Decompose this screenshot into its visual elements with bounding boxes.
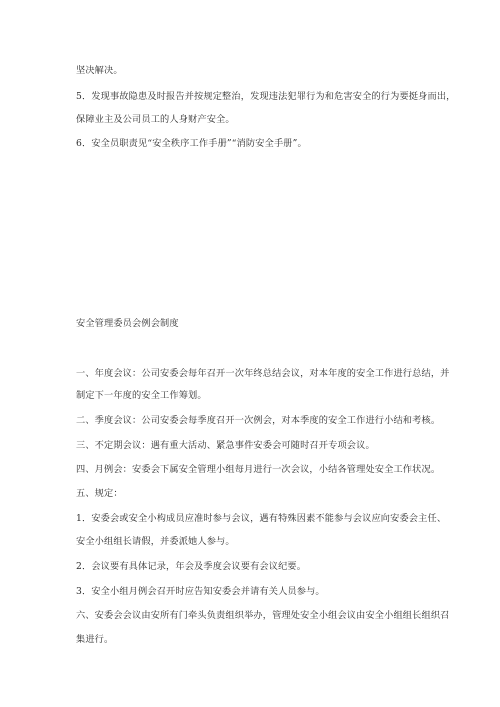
irregular-meeting: 三、不定期会议：遇有重大活动、紧急事件安委会可随时召开专项会议。	[76, 440, 375, 451]
quarterly-meeting: 二、季度会议：公司安委会每季度召开一次例会，对本季度的安全工作进行小结和考核。	[76, 415, 441, 426]
annual-meeting-line-1: 一、年度会议：公司安委会每年召开一次年终总结会议，对本年度的安全工作进行总结，并	[76, 368, 450, 379]
organizer-line-1: 六、安委会会议由安所有门牵头负责组织举办，管理处安全小组会议由安全小组组长组织召	[76, 610, 450, 621]
rules-heading: 五、规定：	[76, 488, 123, 499]
paragraph-line: 坚决解决。	[76, 65, 123, 76]
section-title: 安全管理委员会例会制度	[76, 318, 179, 329]
rule-1-line-1: 1．安委会或安全小构成员应准时参与会议，遇有特殊因素不能参与会议应向安委会主任、	[76, 513, 447, 524]
item-6: 6．安全员职责见“安全秩序工作手册”“消防安全手册”。	[76, 138, 307, 149]
rule-3: 3．安全小组月例会召开时应告知安委会并请有关人员参与。	[76, 586, 325, 597]
rule-1-line-2: 安全小组组长请假，并委派她人参与。	[76, 536, 235, 547]
item-5-line-1: 5．发现事故隐患及时报告并按规定整治，发现违法犯罪行为和危害安全的行为要挺身而出，	[76, 91, 456, 102]
annual-meeting-line-2: 制定下一年度的安全工作筹划。	[76, 390, 207, 401]
item-5-line-2: 保障业主及公司员工的人身财产安全。	[76, 114, 235, 125]
rule-2: 2．会议要有具体记录，年会及季度会议要有会议纪要。	[76, 561, 307, 572]
monthly-meeting: 四、月例会：安委会下属安全管理小组每月进行一次会议，小结各管理处安全工作状况。	[76, 464, 441, 475]
organizer-line-2: 集进行。	[76, 634, 114, 645]
